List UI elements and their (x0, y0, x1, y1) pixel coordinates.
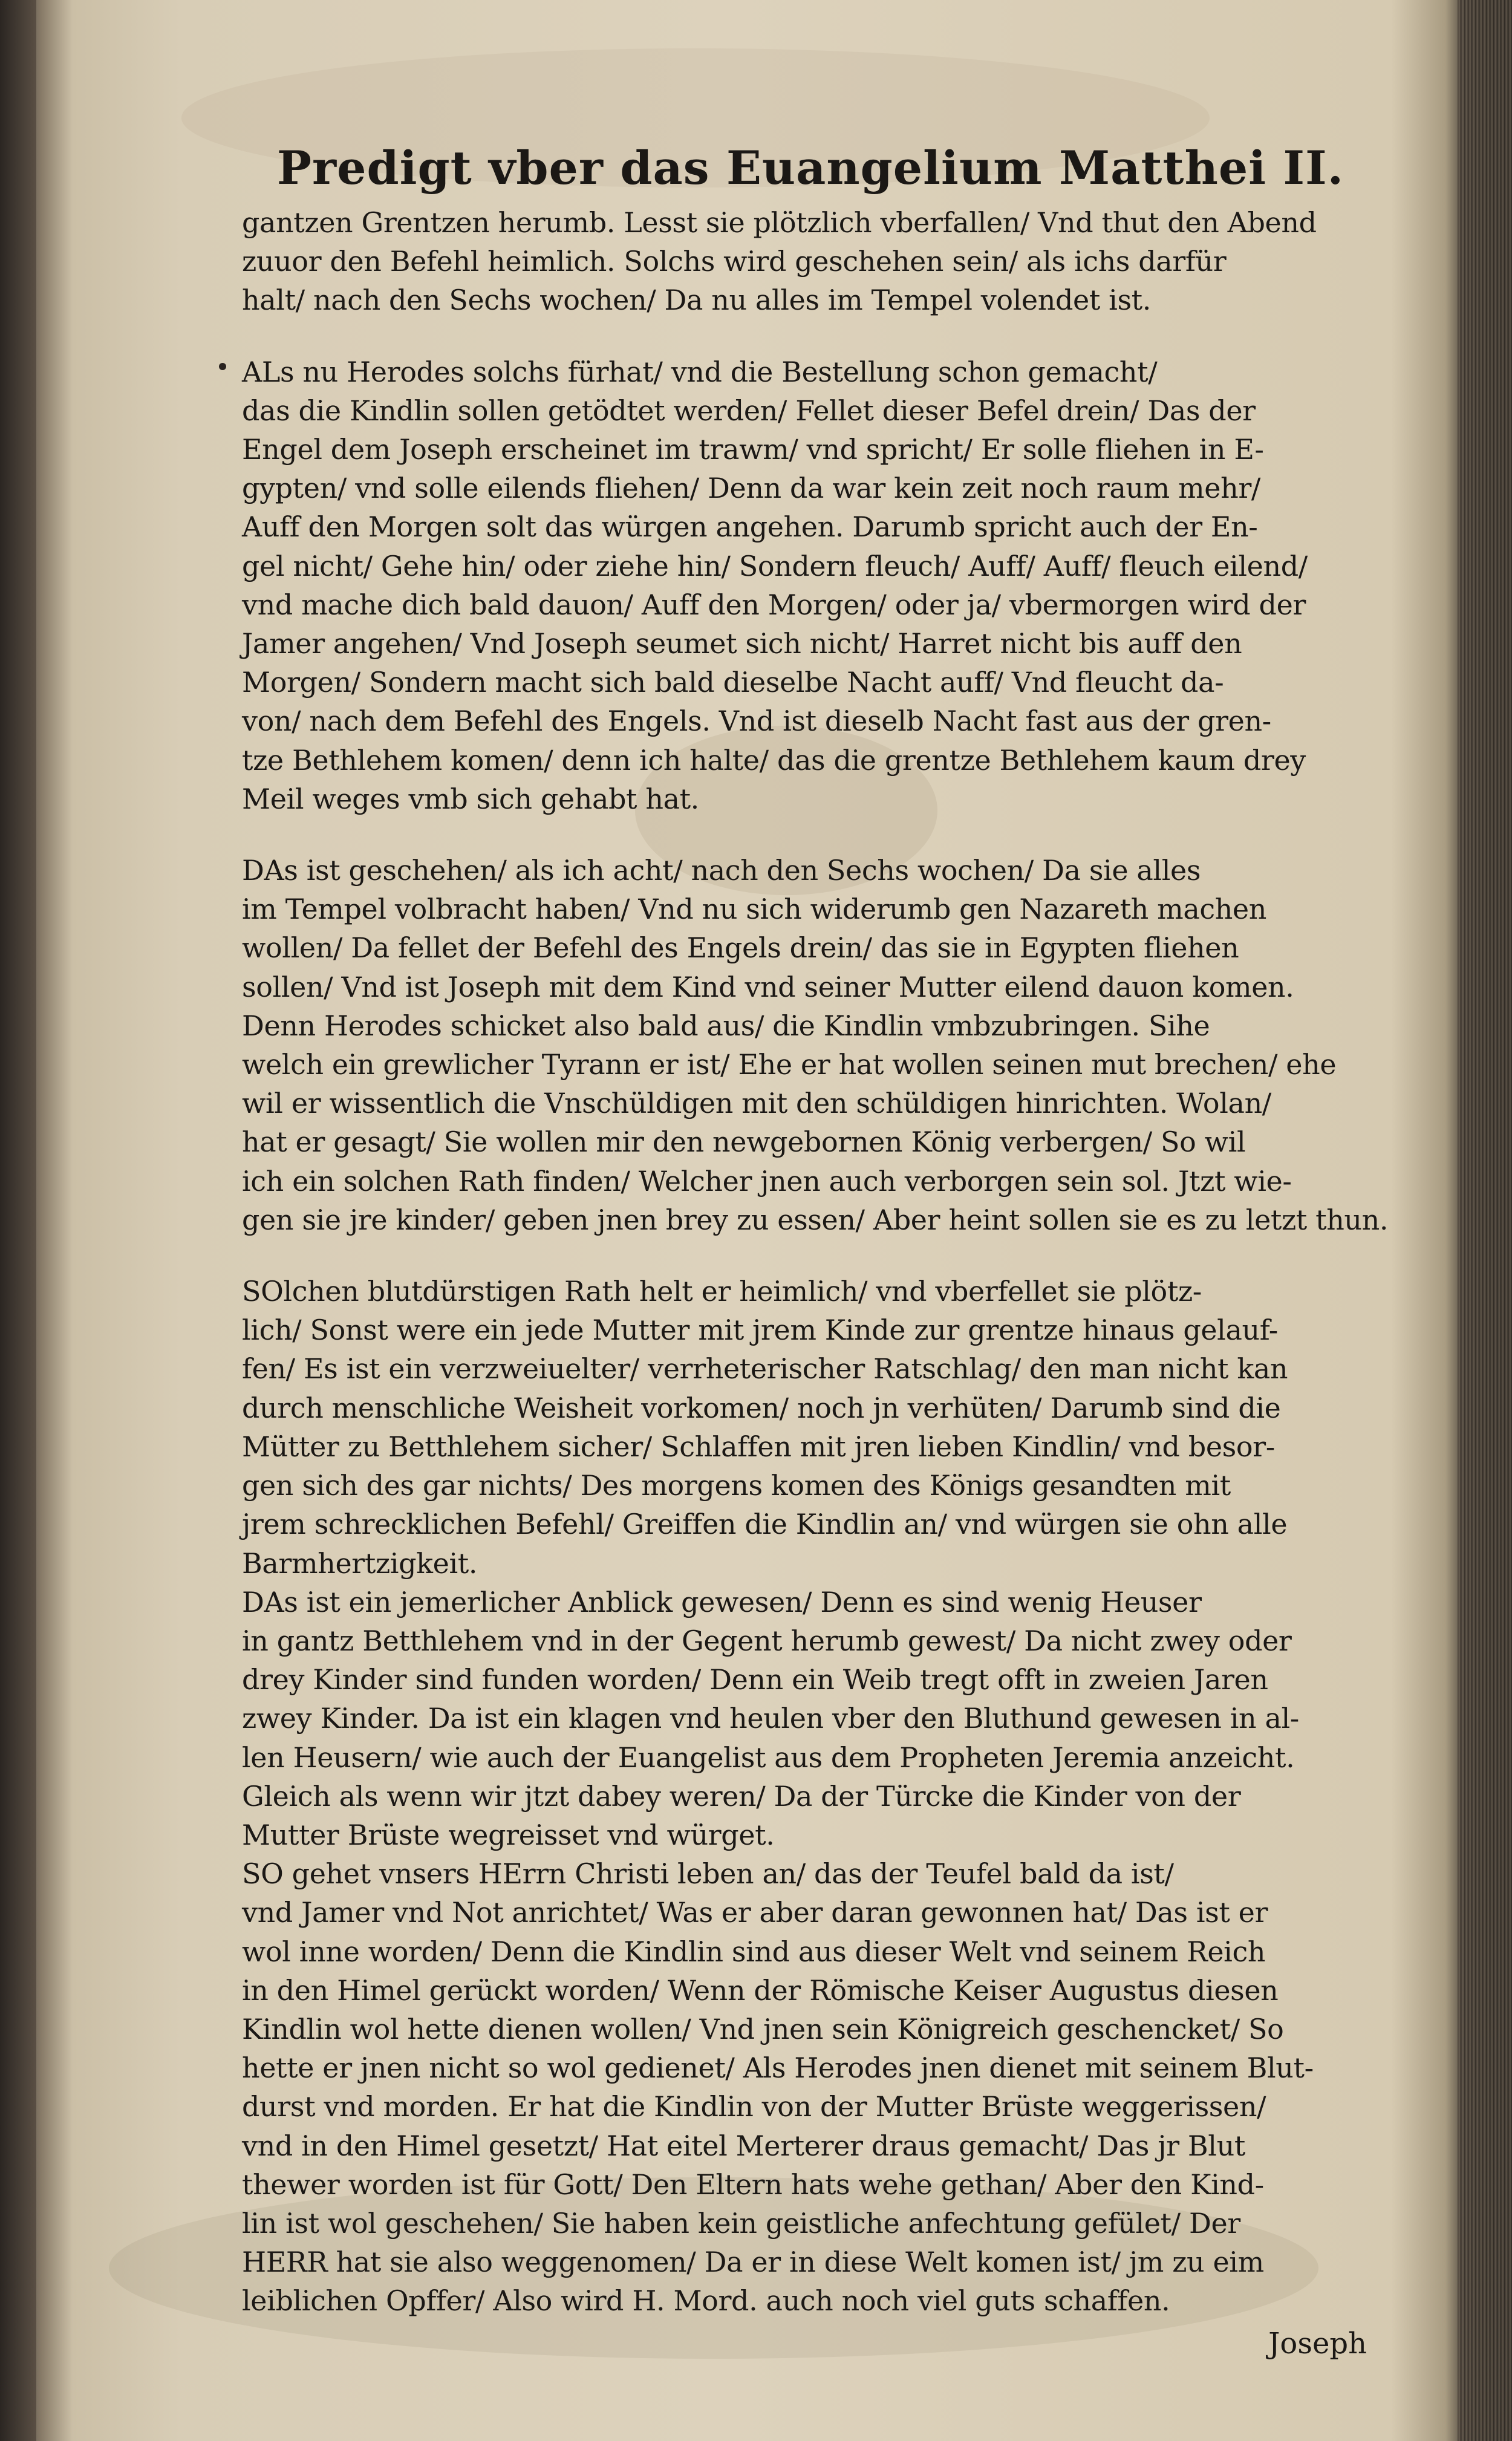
text-line: wol inne worden/ Denn die Kindlin sind aus dieser Welt vnd seinem Reich (242, 1935, 1266, 1968)
text-line: lin ist wol geschehen/ Sie haben kein geistliche anfechtung gefület/ Der (242, 2206, 1240, 2240)
text-line: Mütter zu Betthlehem sicher/ Schlaffen mit jren lieben Kindlin/ vnd besor- (242, 1430, 1275, 1463)
text-line: drey Kinder sind funden worden/ Denn ein Weib tregt offt in zweien Jaren (242, 1663, 1268, 1696)
text-line: DAs ist geschehen/ als ich acht/ nach den Sechs wochen/ Da sie alles (242, 854, 1201, 887)
text-line: jrem schrecklichen Befehl/ Greiffen die Kindlin an/ vnd würgen sie ohn alle (242, 1508, 1288, 1541)
text-line: gen sie jre kinder/ geben jnen brey zu essen/ Aber heint sollen sie es zu letzt thun. (242, 1203, 1389, 1236)
text-line: thewer worden ist für Gott/ Den Eltern hats wehe gethan/ Aber den Kind- (242, 2168, 1264, 2201)
text-line: vnd in den Himel gesetzt/ Hat eitel Merterer draus gemacht/ Das jr Blut (242, 2129, 1245, 2162)
text-line: wil er wissentlich die Vnschüldigen mit den schüldigen hinrichten. Wolan/ (242, 1087, 1271, 1120)
text-line: durst vnd morden. Er hat die Kindlin von der Mutter Brüste weggerissen/ (242, 2090, 1266, 2123)
text-line: tze Bethlehem komen/ denn ich halte/ das die grentze Bethlehem kaum drey (242, 743, 1306, 777)
text-line: hette er jnen nicht so wol gedienet/ Als Herodes jnen dienet mit seinem Blut- (242, 2052, 1314, 2085)
page-text-block (242, 115, 1389, 2363)
text-line: Auff den Morgen solt das würgen angehen. Darumb spricht auch der En- (242, 510, 1258, 544)
text-line: Denn Herodes schicket also bald aus/ die Kindlin vmbzubringen. Sihe (242, 1009, 1210, 1042)
book-spine (0, 0, 36, 2441)
text-line: durch menschliche Weisheit vorkomen/ noch jn verhüten/ Darumb sind die (242, 1391, 1281, 1424)
paragraph (242, 353, 1379, 818)
text-line: in den Himel gerückt worden/ Wenn der Römische Keiser Augustus diesen (242, 1973, 1279, 2007)
text-line: Engel dem Joseph erscheinet im trawm/ vnd spricht/ Er solle fliehen in E- (242, 433, 1264, 466)
text-line: gypten/ vnd solle eilends fliehen/ Denn da war kein zeit noch raum mehr/ (242, 472, 1261, 505)
text-line: von/ nach dem Befehl des Engels. Vnd ist dieselb Nacht fast aus der gren- (242, 705, 1271, 738)
text-line: HERR hat sie also weggenomen/ Da er in diese Welt komen ist/ jm zu eim (242, 2246, 1264, 2279)
text-line: halt/ nach den Sechs wochen/ Da nu alles im Tempel volendet ist. (242, 284, 1151, 317)
page-edges (1458, 0, 1512, 2441)
paragraph (242, 203, 1379, 320)
text-line: lich/ Sonst were ein jede Mutter mit jrem Kinde zur grentze hinaus gelauf- (242, 1314, 1278, 1347)
text-line: im Tempel volbracht haben/ Vnd nu sich widerumb gen Nazareth machen (242, 893, 1266, 926)
text-line: zuuor den Befehl heimlich. Solchs wird geschehen sein/ als ichs darfür (242, 245, 1227, 278)
text-line: len Heusern/ wie auch der Euangelist aus dem Propheten Jeremia anzeicht. (242, 1741, 1295, 1774)
text-line: ALs nu Herodes solchs fürhat/ vnd die Bestellung schon gemacht/ (242, 355, 1158, 388)
text-line: Gleich als wenn wir jtzt dabey weren/ Da der Türcke die Kinder von der (242, 1779, 1241, 1813)
text-line: leiblichen Opffer/ Also wird H. Mord. auch noch viel guts schaffen. (242, 2284, 1170, 2318)
text-line: Mutter Brüste wegreisset vnd würget. (242, 1818, 775, 1851)
text-line: Morgen/ Sondern macht sich bald dieselbe Nacht auff/ Vnd fleucht da- (242, 666, 1224, 699)
text-line: hat er gesagt/ Sie wollen mir den newgebornen König verbergen/ So wil (242, 1126, 1246, 1159)
margin-mark (219, 363, 226, 370)
catchword: Joseph (1268, 2326, 1367, 2361)
text-line: Jamer angehen/ Vnd Joseph seumet sich nicht/ Harret nicht bis auff den (242, 627, 1242, 660)
text-line: SOlchen blutdürstigen Rath helt er heimlich/ vnd vberfellet sie plötz- (242, 1275, 1202, 1308)
text-line: ich ein solchen Rath finden/ Welcher jnen auch verborgen sein sol. Jtzt wie- (242, 1164, 1292, 1198)
text-line: gen sich des gar nichts/ Des morgens komen des Königs gesandten mit (242, 1469, 1231, 1502)
text-line: DAs ist ein jemerlicher Anblick gewesen/ Denn es sind wenig Heuser (242, 1585, 1202, 1618)
text-line: welch ein grewlicher Tyrann er ist/ Ehe er hat wollen seinen mut brechen/ ehe (242, 1048, 1337, 1081)
running-header: Predigt vber das Euangelium Matthei II. (276, 141, 1344, 195)
text-line: zwey Kinder. Da ist ein klagen vnd heulen vber den Bluthund gewesen in al- (242, 1702, 1299, 1735)
text-line: SO gehet vnsers HErrn Christi leben an/ das der Teufel bald da ist/ (242, 1857, 1174, 1891)
paragraph (242, 1272, 1379, 2320)
text-line: vnd Jamer vnd Not anrichtet/ Was er aber daran gewonnen hat/ Das ist er (242, 1896, 1268, 1929)
text-line: Meil weges vmb sich gehabt hat. (242, 782, 699, 815)
text-line: fen/ Es ist ein verzweiuelter/ verrheterischer Ratschlag/ den man nicht kan (242, 1352, 1288, 1386)
text-line: Barmhertzigkeit. (242, 1546, 478, 1580)
text-line: gel nicht/ Gehe hin/ oder ziehe hin/ Sondern fleuch/ Auff/ Auff/ fleuch eilend/ (242, 549, 1308, 582)
body-text (242, 203, 1389, 2321)
text-line: gantzen Grentzen herumb. Lesst sie plötzlich vberfallen/ Vnd thut den Abend (242, 206, 1317, 239)
text-line: das die Kindlin sollen getödtet werden/ Fellet dieser Befel drein/ Das der (242, 394, 1256, 427)
paragraph (242, 851, 1389, 1239)
text-line: sollen/ Vnd ist Joseph mit dem Kind vnd seiner Mutter eilend dauon komen. (242, 970, 1294, 1003)
text-line: in gantz Betthlehem vnd in der Gegent herumb gewest/ Da nicht zwey oder (242, 1624, 1292, 1657)
text-line: vnd mache dich bald dauon/ Auff den Morgen/ oder ja/ vbermorgen wird der (242, 588, 1306, 621)
text-line: Kindlin wol hette dienen wollen/ Vnd jnen sein Königreich geschencket/ So (242, 2012, 1284, 2045)
text-line: wollen/ Da fellet der Befehl des Engels drein/ das sie in Egypten fliehen (242, 931, 1239, 965)
